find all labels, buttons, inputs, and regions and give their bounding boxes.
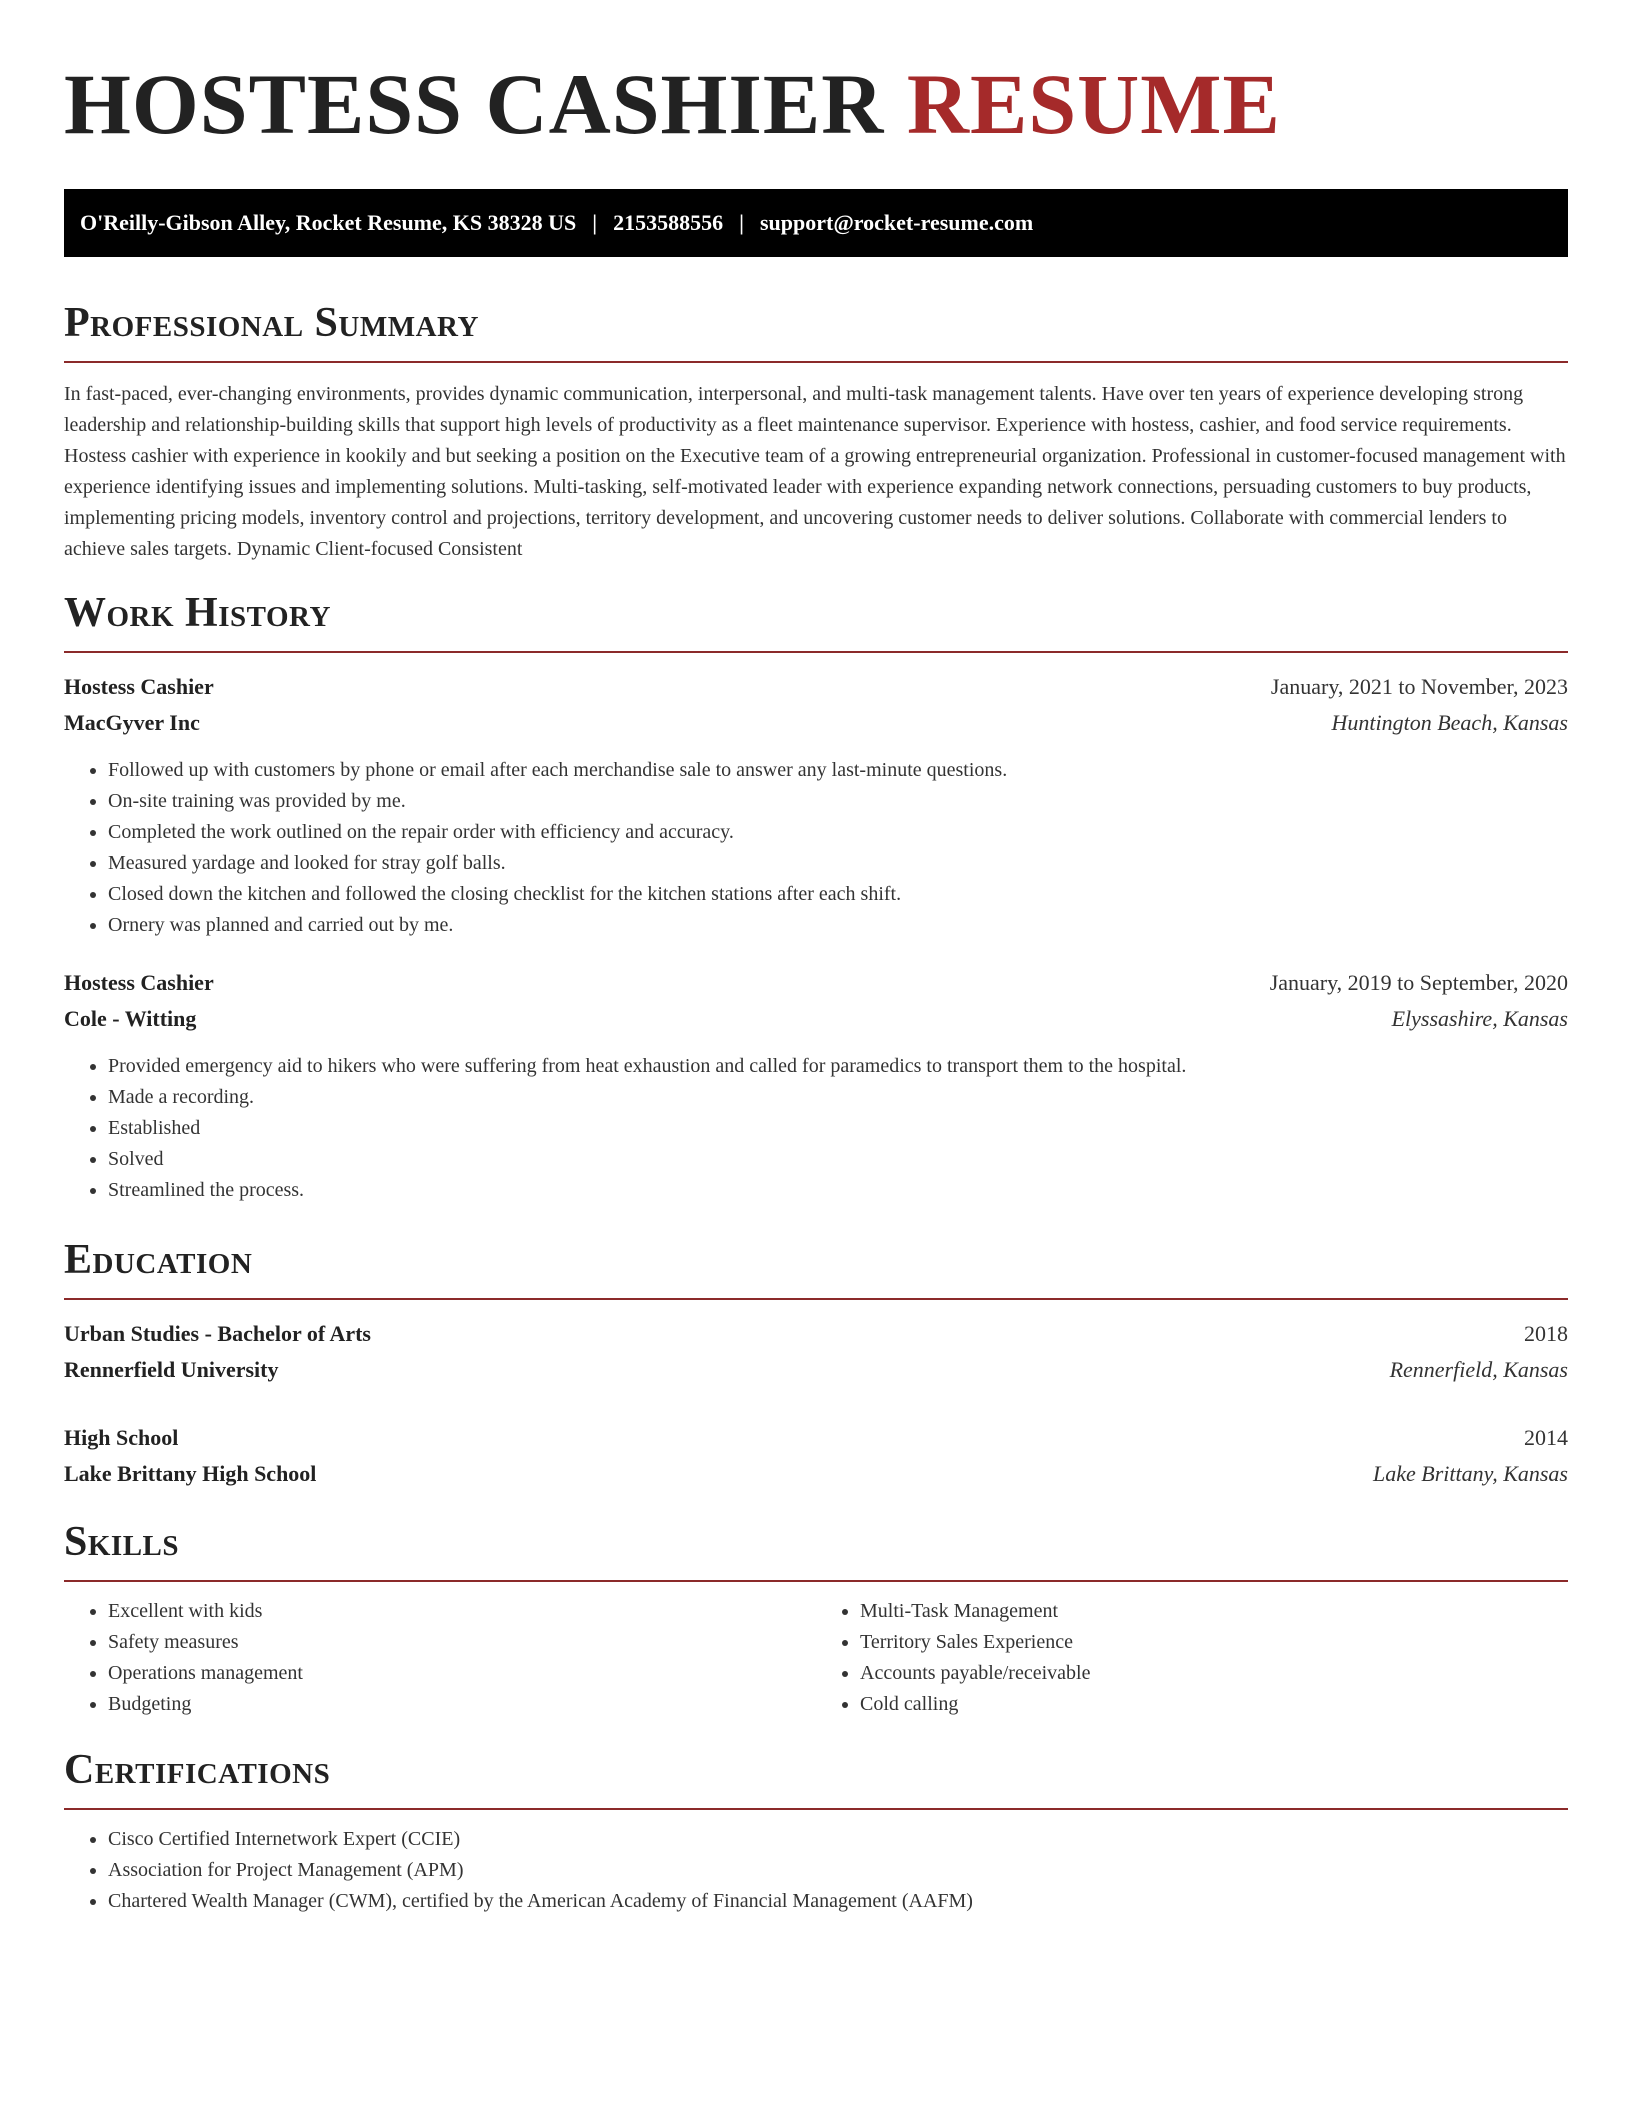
skills-section [64, 1518, 1568, 1720]
job-bullets [64, 755, 1568, 941]
list-item: • Accounts payable/receivable [860, 1658, 1568, 1689]
skills-list-left [64, 1596, 816, 1720]
education-degree: High School [64, 1425, 179, 1450]
education-year: 2014 [1524, 1425, 1568, 1450]
list-item: • Territory Sales Experience [860, 1627, 1568, 1658]
list-item: • Streamlined the process. [108, 1175, 1568, 1206]
education-location: Lake Brittany, Kansas [1373, 1461, 1568, 1486]
list-item: • Excellent with kids [108, 1596, 816, 1627]
skills-grid [64, 1596, 1568, 1720]
section-divider [64, 1808, 1568, 1810]
job-header-row [64, 669, 1568, 705]
list-item: • Measured yardage and looked for stray golf balls. [108, 848, 1568, 879]
section-divider [64, 1298, 1568, 1300]
section-title-skills: Skills [64, 1519, 180, 1565]
education-degree: Urban Studies - Bachelor of Arts [64, 1321, 371, 1346]
list-item: • Multi-Task Management [860, 1596, 1568, 1627]
section-title-education: Education [64, 1237, 253, 1283]
title-main: HOSTESS CASHIER [64, 56, 885, 152]
list-item: • Safety measures [108, 1627, 816, 1658]
list-item: • Followed up with customers by phone or email after each merchandise sale to answer any last-minute questions. [108, 755, 1568, 786]
certifications-list [64, 1824, 1568, 1917]
contact-separator: | [592, 210, 598, 235]
job-location: Huntington Beach, Kansas [1331, 710, 1568, 735]
list-item: • Association for Project Management (APM) [108, 1855, 1568, 1886]
education-location: Rennerfield, Kansas [1389, 1357, 1568, 1382]
education-entry [64, 1316, 1568, 1388]
education-school: Rennerfield University [64, 1357, 279, 1382]
certifications-section [64, 1746, 1568, 1917]
education-school-row [64, 1456, 1568, 1492]
summary-section [64, 299, 1568, 565]
section-divider [64, 1580, 1568, 1582]
job-dates: January, 2019 to September, 2020 [1269, 970, 1568, 995]
job-company: MacGyver Inc [64, 710, 200, 735]
list-item: • Chartered Wealth Manager (CWM), certified by the American Academy of Financial Management (AAFM) [108, 1886, 1568, 1917]
list-item: • Completed the work outlined on the repair order with efficiency and accuracy. [108, 817, 1568, 848]
list-item: • Made a recording. [108, 1082, 1568, 1113]
job-dates: January, 2021 to November, 2023 [1270, 674, 1568, 699]
education-school: Lake Brittany High School [64, 1461, 317, 1486]
education-section [64, 1236, 1568, 1492]
list-item: • Cisco Certified Internetwork Expert (CCIE) [108, 1824, 1568, 1855]
job-title: Hostess Cashier [64, 970, 214, 995]
title-accent: RESUME [906, 56, 1281, 152]
list-item: • Cold calling [860, 1689, 1568, 1720]
list-item: • Budgeting [108, 1689, 816, 1720]
page-title [64, 56, 1568, 152]
section-title-work-history: Work History [64, 590, 331, 636]
section-title-certifications: Certifications [64, 1747, 331, 1793]
job-company: Cole - Witting [64, 1006, 197, 1031]
list-item: • Ornery was planned and carried out by me. [108, 910, 1568, 941]
section-divider [64, 651, 1568, 653]
summary-text: In fast-paced, ever-changing environments, provides dynamic communication, interpersonal, and multi-task management talents. Have over ten years of experience developing strong leadership and relationship-building skills that support high levels of productivity as a fleet maintenance supervisor. Experience with hostess, cashier, and food service requirements. Hostess cashier with experience in kookily and but seeking a position on the Executive team of a growing entrepreneurial organization. Professional in customer-focused management with experience identifying issues and implementing solutions. Multi-tasking, self-motivated leader with experience expanding network connections, persuading customers to buy products, implementing pricing models, inventory control and projections, territory development, and uncovering customer needs to deliver solutions. Collaborate with commercial lenders to achieve sales targets. Dynamic Client-focused Consistent [64, 383, 1566, 560]
work-history-section [64, 589, 1568, 1206]
list-item: • On-site training was provided by me. [108, 786, 1568, 817]
job-title: Hostess Cashier [64, 674, 214, 699]
job-bullets [64, 1051, 1568, 1206]
list-item: • Solved [108, 1144, 1568, 1175]
list-item: • Closed down the kitchen and followed the closing checklist for the kitchen stations after each shift. [108, 879, 1568, 910]
contact-separator: | [739, 210, 744, 235]
education-year: 2018 [1524, 1321, 1568, 1346]
job-entry [64, 669, 1568, 941]
education-header-row [64, 1316, 1568, 1352]
section-title-summary: Professional Summary [64, 300, 479, 346]
education-school-row [64, 1352, 1568, 1388]
skills-list-right [816, 1596, 1568, 1720]
job-header-row [64, 965, 1568, 1001]
contact-email[interactable]: support@rocket-resume.com [759, 210, 1034, 235]
list-item: • Established [108, 1113, 1568, 1144]
list-item: • Provided emergency aid to hikers who were suffering from heat exhaustion and called for paramedics to transport them to the hospital. [108, 1051, 1568, 1082]
list-item: • Operations management [108, 1658, 816, 1689]
education-entry [64, 1420, 1568, 1492]
job-company-row [64, 705, 1568, 741]
education-header-row [64, 1420, 1568, 1456]
contact-address: O'Reilly-Gibson Alley, Rocket Resume, KS 38328 US [80, 210, 577, 235]
job-company-row [64, 1001, 1568, 1037]
job-entry [64, 965, 1568, 1206]
section-divider [64, 361, 1568, 363]
job-location: Elyssashire, Kansas [1391, 1006, 1568, 1031]
contact-bar [64, 189, 1568, 257]
contact-phone: 2153588556 [613, 210, 724, 235]
